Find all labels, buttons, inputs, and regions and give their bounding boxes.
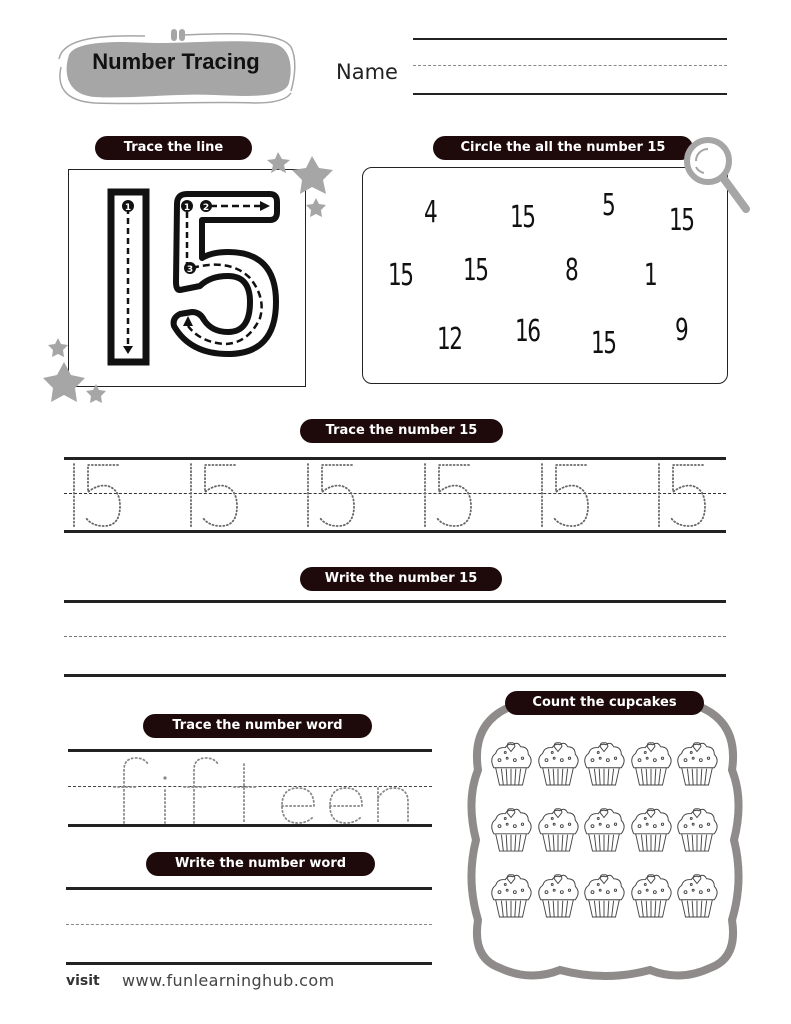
cupcake-icon [628, 738, 674, 788]
circle-numbers-box [362, 167, 728, 384]
circle-number-item[interactable]: 4 [424, 195, 437, 230]
circle-number-item[interactable]: 5 [602, 188, 615, 223]
cupcake-icon [581, 804, 627, 854]
cupcake-icon [535, 870, 581, 920]
cupcake-icon [488, 870, 534, 920]
circle-number-item[interactable]: 15 [463, 253, 488, 288]
svg-text:1: 1 [124, 203, 132, 213]
cupcake-grid [488, 738, 720, 928]
cupcake-icon [535, 738, 581, 788]
circle-number-item[interactable]: 15 [388, 258, 413, 293]
trace-line-figure [40, 140, 340, 410]
dotted-fifteen[interactable] [68, 460, 128, 530]
star-icon [43, 152, 333, 403]
cupcake-icon [581, 738, 627, 788]
trace-number-line-bottom [64, 530, 726, 533]
dotted-fifteen[interactable] [653, 460, 713, 530]
section-heading-write-number: Write the number 15 [300, 567, 502, 591]
svg-text:1: 1 [183, 203, 191, 213]
section-heading-trace-number: Trace the number 15 [300, 419, 503, 443]
circle-number-item[interactable]: 12 [437, 322, 462, 357]
dotted-fifteen[interactable] [185, 460, 245, 530]
section-heading-write-word: Write the number word [146, 852, 375, 876]
page-title: Number Tracing [92, 49, 260, 74]
svg-text:3: 3 [186, 265, 194, 275]
section-heading-trace-word: Trace the number word [143, 714, 372, 738]
circle-number-item[interactable]: 1 [644, 258, 657, 293]
circle-number-item[interactable]: 9 [675, 313, 688, 348]
name-label: Name [336, 60, 398, 84]
write-word-line-mid[interactable] [66, 924, 432, 925]
footer-website-link[interactable]: www.funlearninghub.com [122, 971, 335, 990]
cupcake-icon [628, 870, 674, 920]
dotted-word-fifteen[interactable] [68, 750, 432, 824]
cupcake-icon [628, 804, 674, 854]
cupcake-icon [488, 804, 534, 854]
write-number-line-bottom [64, 674, 726, 677]
cupcake-icon [674, 804, 720, 854]
dotted-fifteen[interactable] [302, 460, 362, 530]
svg-text:2: 2 [202, 203, 210, 213]
cupcake-icon [581, 870, 627, 920]
trace-word-line-bottom [68, 824, 432, 827]
name-line-mid [413, 65, 727, 66]
dotted-fifteen[interactable] [419, 460, 479, 530]
cupcake-icon [674, 870, 720, 920]
name-line-top [413, 38, 727, 40]
section-heading-trace-line: Trace the line [95, 136, 252, 160]
footer-visit-label: visit [66, 973, 100, 989]
write-number-line-top [64, 600, 726, 603]
cupcake-icon [674, 738, 720, 788]
write-number-line-mid[interactable] [64, 636, 726, 637]
cupcake-icon [488, 738, 534, 788]
write-word-line-top [66, 887, 432, 890]
circle-number-item[interactable]: 15 [510, 200, 535, 235]
section-heading-circle: Circle the all the number 15 [433, 136, 693, 160]
section-heading-cupcakes: Count the cupcakes [505, 691, 704, 715]
dotted-numbers-row[interactable] [64, 460, 726, 530]
circle-number-item[interactable]: 15 [669, 203, 694, 238]
cupcake-icon [535, 804, 581, 854]
circle-number-item[interactable]: 16 [515, 314, 540, 349]
name-line-bottom[interactable] [413, 93, 727, 95]
dotted-fifteen[interactable] [536, 460, 596, 530]
title-banner [55, 27, 297, 107]
write-word-line-bottom [66, 962, 432, 965]
circle-number-item[interactable]: 8 [565, 253, 578, 288]
circle-number-item[interactable]: 15 [591, 326, 616, 361]
